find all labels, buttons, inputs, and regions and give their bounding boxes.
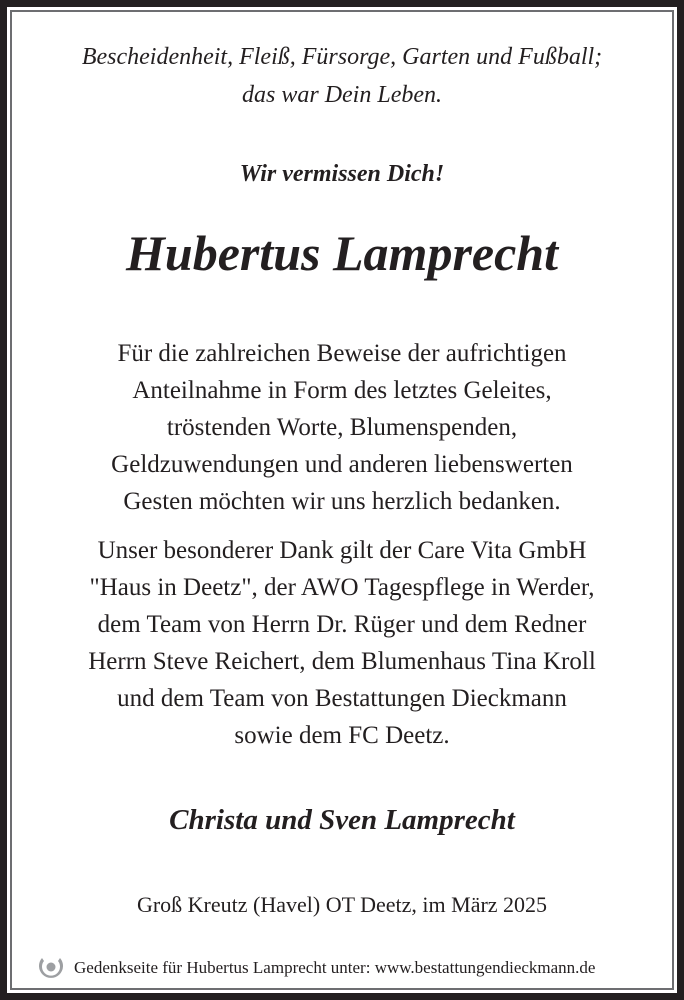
special-thanks-line: Herrn Steve Reichert, dem Blumenhaus Tina Kroll <box>88 648 596 675</box>
footer <box>36 953 595 983</box>
thanks-line: Geldzuwendungen und anderen liebenswerten <box>111 451 573 478</box>
signature: Christa und Sven Lamprecht <box>169 804 515 836</box>
deceased-name: Hubertus Lamprecht <box>126 225 558 281</box>
special-thanks-line: und dem Team von Bestattungen Dieckmann <box>117 685 567 712</box>
special-thanks-line: sowie dem FC Deetz. <box>234 722 450 749</box>
funeral-home-logo-icon <box>36 953 66 983</box>
thanks-line: Anteilnahme in Form des letztes Geleites, <box>132 377 552 404</box>
miss-you-heading: Wir vermissen Dich! <box>239 161 445 187</box>
special-thanks-line: "Haus in Deetz", der AWO Tagespflege in Werder, <box>89 574 595 601</box>
thanks-line: Gesten möchten wir uns herzlich bedanken. <box>123 488 561 515</box>
thanks-line: Für die zahlreichen Beweise der aufrichtigen <box>117 340 567 367</box>
motto-line-1: Bescheidenheit, Fleiß, Fürsorge, Garten und Fußball; <box>81 44 603 70</box>
memorial-page-link[interactable]: Gedenkseite für Hubertus Lamprecht unter: www.bestattungendieckmann.de <box>74 958 596 977</box>
place-date: Groß Kreutz (Havel) OT Deetz, im März 2025 <box>136 892 548 917</box>
special-thanks-line: dem Team von Herrn Dr. Rüger und dem Redner <box>97 611 587 638</box>
thanks-line: tröstenden Worte, Blumenspenden, <box>166 414 518 441</box>
special-thanks-line: Unser besonderer Dank gilt der Care Vita GmbH <box>97 537 587 564</box>
motto-line-2: das war Dein Leben. <box>242 82 442 108</box>
